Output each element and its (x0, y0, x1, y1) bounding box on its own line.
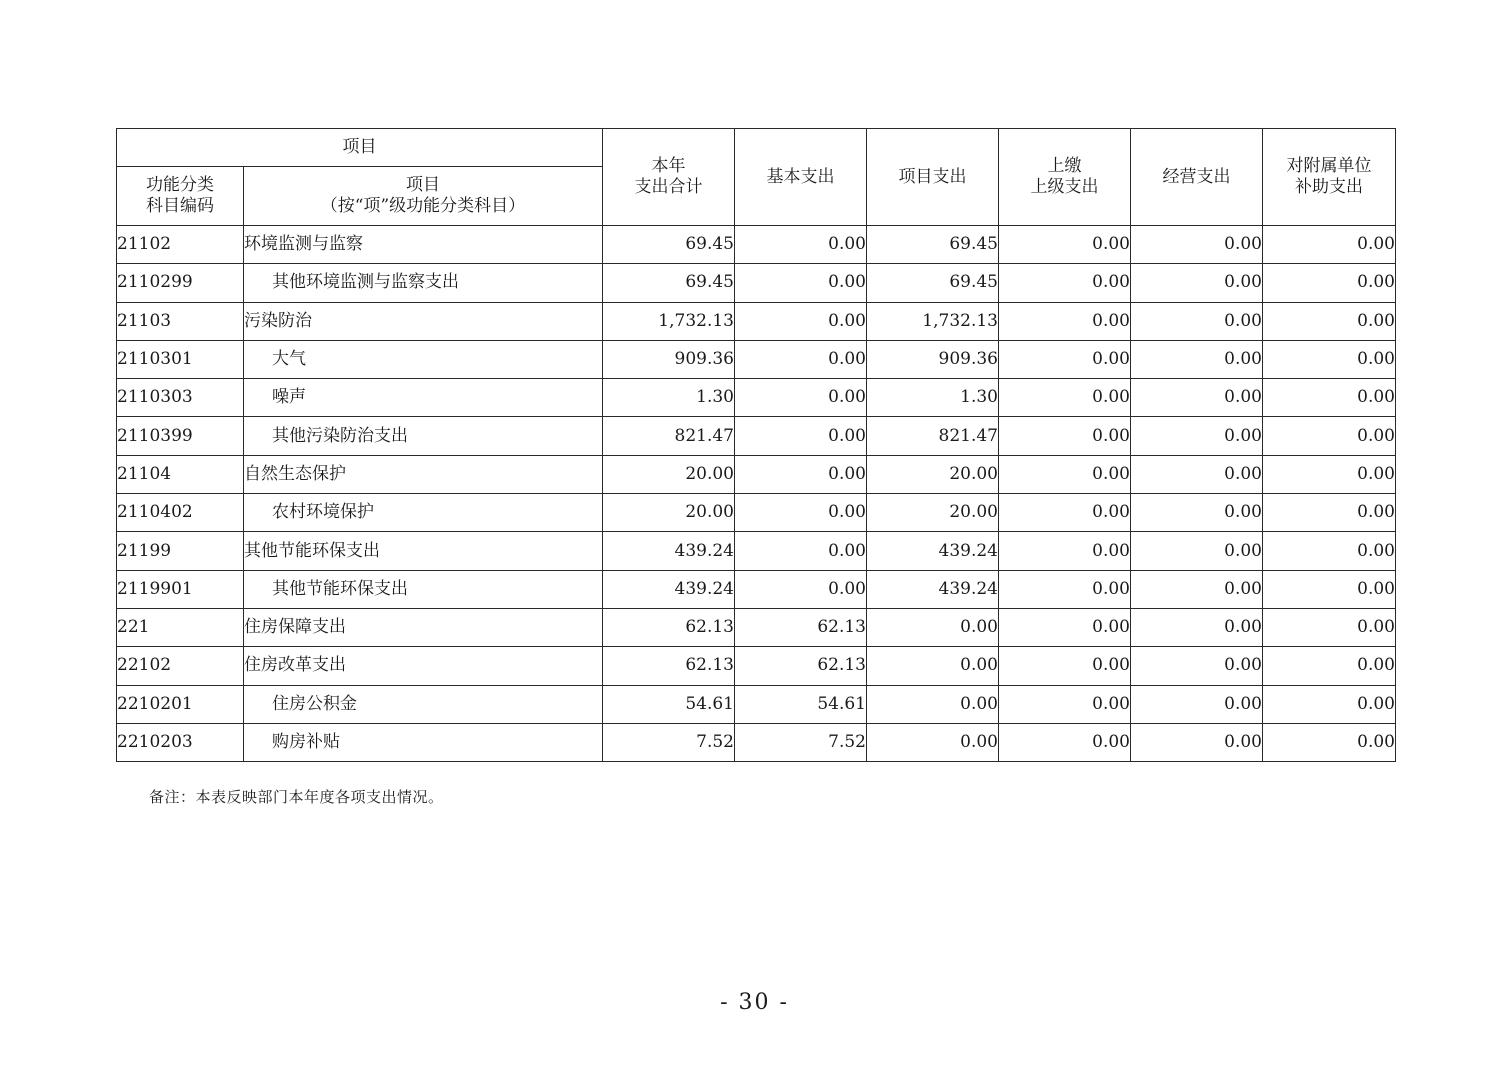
row-code: 21104 (117, 455, 244, 493)
row-business: 0.00 (1131, 226, 1263, 264)
row-name: 住房改革支出 (244, 647, 603, 685)
row-business: 0.00 (1131, 417, 1263, 455)
row-name: 其他节能环保支出 (244, 570, 603, 608)
row-name: 自然生态保护 (244, 455, 603, 493)
header-name: 项目 （按“项”级功能分类科目） (244, 167, 603, 226)
row-name: 环境监测与监察 (244, 226, 603, 264)
table-row (117, 685, 1396, 723)
row-superior: 0.00 (999, 455, 1131, 493)
row-total: 54.61 (603, 685, 735, 723)
row-business: 0.00 (1131, 570, 1263, 608)
row-name: 噪声 (244, 379, 603, 417)
row-code: 2110399 (117, 417, 244, 455)
table-row (117, 532, 1396, 570)
row-code: 221 (117, 608, 244, 646)
page-number: - 30 - (720, 990, 789, 1015)
header-basic: 基本支出 (735, 129, 867, 226)
row-total: 821.47 (603, 417, 735, 455)
table-row (117, 723, 1396, 761)
row-project: 1.30 (867, 379, 999, 417)
row-name: 农村环境保护 (244, 494, 603, 532)
row-total: 20.00 (603, 455, 735, 493)
row-subsidy: 0.00 (1263, 379, 1396, 417)
row-code: 2110299 (117, 264, 244, 302)
row-project: 0.00 (867, 723, 999, 761)
row-superior: 0.00 (999, 417, 1131, 455)
table-body (117, 226, 1396, 762)
row-business: 0.00 (1131, 302, 1263, 340)
row-total: 69.45 (603, 226, 735, 264)
row-superior: 0.00 (999, 494, 1131, 532)
table-row (117, 379, 1396, 417)
row-subsidy: 0.00 (1263, 302, 1396, 340)
row-subsidy: 0.00 (1263, 417, 1396, 455)
row-project: 20.00 (867, 494, 999, 532)
table-note: 备注：本表反映部门本年度各项支出情况。 (149, 788, 444, 806)
row-code: 2110402 (117, 494, 244, 532)
row-total: 1,732.13 (603, 302, 735, 340)
header-total: 本年 支出合计 (603, 129, 735, 226)
row-business: 0.00 (1131, 264, 1263, 302)
expense-table (116, 128, 1396, 762)
row-name: 其他环境监测与监察支出 (244, 264, 603, 302)
row-project: 439.24 (867, 570, 999, 608)
row-superior: 0.00 (999, 532, 1131, 570)
row-basic: 0.00 (735, 455, 867, 493)
row-total: 439.24 (603, 532, 735, 570)
row-superior: 0.00 (999, 647, 1131, 685)
row-subsidy: 0.00 (1263, 264, 1396, 302)
row-basic: 0.00 (735, 379, 867, 417)
row-basic: 0.00 (735, 532, 867, 570)
header-business: 经营支出 (1131, 129, 1263, 226)
row-business: 0.00 (1131, 608, 1263, 646)
row-basic: 0.00 (735, 417, 867, 455)
row-name: 其他污染防治支出 (244, 417, 603, 455)
row-project: 0.00 (867, 608, 999, 646)
row-code: 21199 (117, 532, 244, 570)
row-total: 7.52 (603, 723, 735, 761)
header-subsidy: 对附属单位 补助支出 (1263, 129, 1396, 226)
row-code: 2210201 (117, 685, 244, 723)
row-subsidy: 0.00 (1263, 455, 1396, 493)
row-project: 0.00 (867, 685, 999, 723)
row-code: 2119901 (117, 570, 244, 608)
row-project: 20.00 (867, 455, 999, 493)
row-business: 0.00 (1131, 340, 1263, 378)
row-subsidy: 0.00 (1263, 532, 1396, 570)
row-subsidy: 0.00 (1263, 723, 1396, 761)
header-superior: 上缴 上级支出 (999, 129, 1131, 226)
row-subsidy: 0.00 (1263, 647, 1396, 685)
table-row (117, 302, 1396, 340)
table-row (117, 647, 1396, 685)
row-superior: 0.00 (999, 570, 1131, 608)
header-item-group: 项目 (117, 129, 603, 167)
row-code: 2110301 (117, 340, 244, 378)
row-name: 购房补贴 (244, 723, 603, 761)
row-basic: 7.52 (735, 723, 867, 761)
row-subsidy: 0.00 (1263, 340, 1396, 378)
row-project: 69.45 (867, 264, 999, 302)
row-superior: 0.00 (999, 685, 1131, 723)
row-business: 0.00 (1131, 685, 1263, 723)
row-subsidy: 0.00 (1263, 570, 1396, 608)
row-name: 住房保障支出 (244, 608, 603, 646)
row-basic: 0.00 (735, 226, 867, 264)
row-code: 2210203 (117, 723, 244, 761)
table-row (117, 417, 1396, 455)
row-name: 污染防治 (244, 302, 603, 340)
row-business: 0.00 (1131, 494, 1263, 532)
row-basic: 54.61 (735, 685, 867, 723)
row-code: 2110303 (117, 379, 244, 417)
table-row (117, 340, 1396, 378)
row-superior: 0.00 (999, 340, 1131, 378)
row-basic: 0.00 (735, 494, 867, 532)
row-business: 0.00 (1131, 379, 1263, 417)
row-business: 0.00 (1131, 723, 1263, 761)
row-superior: 0.00 (999, 379, 1131, 417)
row-name: 其他节能环保支出 (244, 532, 603, 570)
row-total: 1.30 (603, 379, 735, 417)
header-code: 功能分类 科目编码 (117, 167, 244, 226)
row-name: 大气 (244, 340, 603, 378)
row-project: 1,732.13 (867, 302, 999, 340)
row-business: 0.00 (1131, 647, 1263, 685)
row-subsidy: 0.00 (1263, 494, 1396, 532)
table-row (117, 455, 1396, 493)
row-project: 0.00 (867, 647, 999, 685)
table-row (117, 608, 1396, 646)
row-superior: 0.00 (999, 302, 1131, 340)
row-total: 20.00 (603, 494, 735, 532)
row-basic: 62.13 (735, 647, 867, 685)
row-project: 909.36 (867, 340, 999, 378)
row-code: 21103 (117, 302, 244, 340)
table-row (117, 570, 1396, 608)
row-business: 0.00 (1131, 455, 1263, 493)
row-total: 62.13 (603, 647, 735, 685)
row-total: 69.45 (603, 264, 735, 302)
row-total: 439.24 (603, 570, 735, 608)
table-row (117, 264, 1396, 302)
row-superior: 0.00 (999, 723, 1131, 761)
row-project: 821.47 (867, 417, 999, 455)
table-row (117, 494, 1396, 532)
row-project: 439.24 (867, 532, 999, 570)
row-basic: 0.00 (735, 302, 867, 340)
row-subsidy: 0.00 (1263, 608, 1396, 646)
row-basic: 0.00 (735, 570, 867, 608)
row-basic: 0.00 (735, 264, 867, 302)
row-code: 21102 (117, 226, 244, 264)
table-row (117, 226, 1396, 264)
row-superior: 0.00 (999, 608, 1131, 646)
header-project: 项目支出 (867, 129, 999, 226)
row-basic: 0.00 (735, 340, 867, 378)
row-subsidy: 0.00 (1263, 685, 1396, 723)
row-superior: 0.00 (999, 226, 1131, 264)
row-name: 住房公积金 (244, 685, 603, 723)
row-total: 909.36 (603, 340, 735, 378)
row-subsidy: 0.00 (1263, 226, 1396, 264)
row-project: 69.45 (867, 226, 999, 264)
row-basic: 62.13 (735, 608, 867, 646)
row-code: 22102 (117, 647, 244, 685)
row-superior: 0.00 (999, 264, 1131, 302)
table-header (117, 129, 1396, 226)
row-total: 62.13 (603, 608, 735, 646)
row-business: 0.00 (1131, 532, 1263, 570)
